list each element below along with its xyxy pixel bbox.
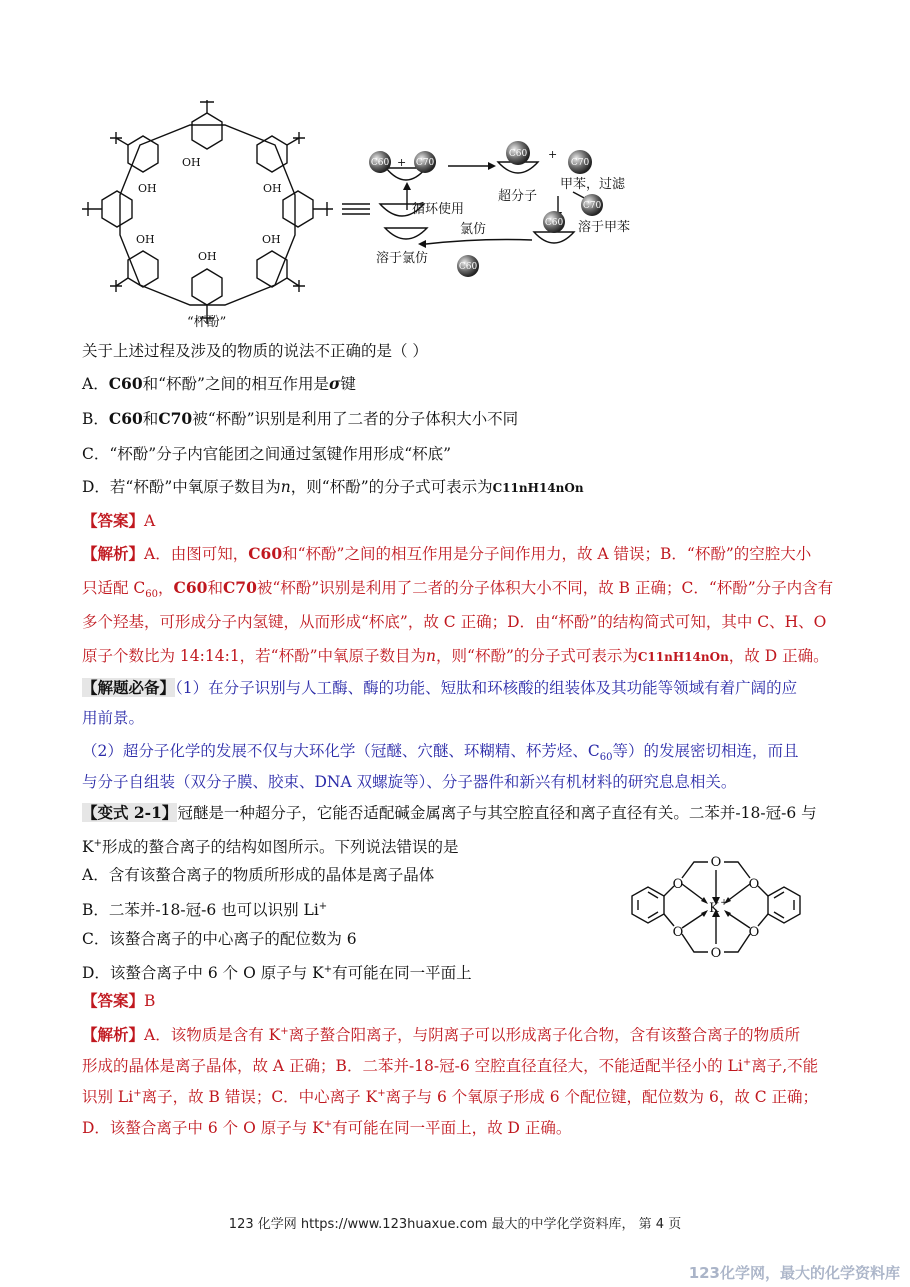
variant-analysis-4: D．该螯合离子中 6 个 O 原子与 K+有可能在同一平面上，故 D 正确。 bbox=[82, 1119, 572, 1138]
variant-tag: 【变式 2-1】 bbox=[82, 803, 178, 822]
c70-label: C70 bbox=[415, 158, 435, 168]
essentials-line-2: 用前景。 bbox=[82, 709, 145, 727]
variant-stem-2: K+形成的螯合离子的结构如图所示。下列说法错误的是 bbox=[82, 838, 459, 857]
formula-c60: C60 bbox=[108, 409, 143, 428]
oh-label: OH bbox=[263, 182, 282, 195]
option-a: A．C60和“杯酚”之间的相互作用是σ键 bbox=[82, 374, 356, 393]
option-d: D．若“杯酚”中氧原子数目为n，则“杯酚”的分子式可表示为C11nH14nOn bbox=[82, 478, 584, 496]
c70-label: C70 bbox=[570, 158, 590, 168]
c70-label: C70 bbox=[582, 201, 602, 211]
oh-label: OH bbox=[136, 233, 155, 246]
answer-tag: 【答案】 bbox=[82, 511, 145, 530]
oxygen-label: O bbox=[710, 855, 722, 870]
variant-stem-1: 【变式 2-1】冠醚是一种超分子，它能否适配碱金属离子与其空腔直径和离子直径有关。二苯并-18-冠-6 与 bbox=[82, 803, 817, 822]
analysis-line-4: 原子个数比为 14:14:1，若“杯酚”中氧原子数目为n，则“杯酚”的分子式可表示为C11nH14nOn，故 D 正确。 bbox=[82, 647, 829, 665]
c60-label: C60 bbox=[508, 149, 528, 159]
calixarene-separation-figure bbox=[80, 100, 650, 335]
essentials-line-3: （2）超分子化学的发展不仅与大环化学（冠醚、穴醚、环糊精、杯芳烃、$C_{60}$等）的发展密切相连，而且 bbox=[82, 742, 799, 764]
formula-c60: C60 bbox=[108, 374, 143, 393]
formula-calixarene: C11nH14nOn bbox=[492, 481, 584, 495]
toluene-filter-label: 甲苯，过滤 bbox=[560, 177, 626, 192]
oxygen-label: O bbox=[672, 925, 684, 940]
variant-option-a: A．含有该螯合离子的物质所形成的晶体是离子晶体 bbox=[82, 866, 435, 884]
calixarene-name: “杯酚” bbox=[187, 315, 227, 330]
plus-sign: + bbox=[397, 156, 407, 169]
potassium-charge: + bbox=[720, 898, 728, 908]
analysis-line-1: 【解析】A．由图可知，C60和“杯酚”之间的相互作用是分子间作用力，故 A 错误；B．“杯酚”的空腔大小 bbox=[82, 544, 812, 563]
option-c: C．“杯酚”分子内官能团之间通过氢键作用形成“杯底” bbox=[82, 445, 452, 463]
watermark: 123化学网，最大的化学资料库 bbox=[688, 1264, 900, 1282]
supramolecule-label: 超分子 bbox=[498, 189, 538, 204]
answer-value: B bbox=[144, 992, 156, 1010]
answer-line bbox=[82, 510, 155, 532]
chloroform-label: 氯仿 bbox=[460, 222, 487, 237]
oxygen-label: O bbox=[748, 925, 760, 940]
c60-label: C60 bbox=[544, 218, 564, 228]
option-b: B．C60和C70被“杯酚”识别是利用了二者的分子体积大小不同 bbox=[82, 409, 519, 428]
plus-sign: + bbox=[548, 148, 558, 161]
recycle-label: 循环使用 bbox=[412, 202, 465, 217]
crown-ether-figure bbox=[608, 848, 828, 978]
dissolve-chloroform-label: 溶于氯仿 bbox=[376, 251, 429, 266]
c60-label: C60 bbox=[370, 158, 390, 168]
oxygen-label: O bbox=[748, 877, 760, 892]
essentials-tag: 【解题必备】 bbox=[82, 678, 176, 697]
question-stem: 关于上述过程及涉及的物质的说法不正确的是（ ） bbox=[82, 342, 428, 360]
oxygen-label: O bbox=[672, 877, 684, 892]
variant-option-b: B．二苯并-18-冠-6 也可以识别 Li+ bbox=[82, 901, 328, 920]
variant-answer-line bbox=[82, 990, 155, 1012]
variant-analysis-3: 识别 Li+离子，故 B 错误；C．中心离子 K+离子与 6 个氧原子形成 6 个配位键，配位数为 6，故 C 正确； bbox=[82, 1088, 819, 1107]
variant-option-c: C．该螯合离子的中心离子的配位数为 6 bbox=[82, 930, 357, 948]
essentials-line-4: 与分子自组装（双分子膜、胶束、DNA 双螺旋等）、分子器件和新兴有机材料的研究息息相关。 bbox=[82, 773, 737, 791]
oh-label: OH bbox=[262, 233, 281, 246]
analysis-line-3: 多个羟基，可形成分子内氢键，从而形成“杯底”，故 C 正确；D．由“杯酚”的结构简式可知，其中 C、H、O bbox=[82, 613, 827, 631]
sigma-symbol: σ bbox=[328, 374, 341, 393]
formula-c70: C70 bbox=[158, 409, 193, 428]
c60-label: C60 bbox=[458, 262, 478, 272]
analysis-tag: 【解析】 bbox=[82, 1025, 145, 1045]
oh-label: OH bbox=[198, 250, 217, 263]
answer-value: A bbox=[144, 512, 156, 530]
analysis-tag: 【解析】 bbox=[82, 544, 145, 563]
potassium-label: K bbox=[709, 901, 719, 916]
variant-analysis-1: 【解析】A．该物质是含有 K+离子螯合阳离子，与阴离子可以形成离子化合物，含有该螯合离子的物质所 bbox=[82, 1025, 801, 1045]
variant-option-d: D．该螯合离子中 6 个 O 原子与 K+有可能在同一平面上 bbox=[82, 964, 472, 983]
oxygen-label: O bbox=[710, 946, 722, 961]
oh-label: OH bbox=[182, 156, 201, 169]
oh-label: OH bbox=[138, 182, 157, 195]
essentials-line-1: 【解题必备】（1）在分子识别与人工酶、酶的功能、短肽和环核酸的组装体及其功能等领域有着广阔的应 bbox=[82, 678, 798, 697]
page-footer: 123 化学网 https://www.123huaxue.com 最大的中学化学资料库， 第 4 页 bbox=[228, 1217, 682, 1232]
analysis-line-2: 只适配 $C_{60}$，C60和C70被“杯酚”识别是利用了二者的分子体积大小不同，故 B 正确；C．“杯酚”分子内含有 bbox=[82, 578, 834, 601]
dissolve-toluene-label: 溶于甲苯 bbox=[578, 220, 631, 235]
answer-tag: 【答案】 bbox=[82, 991, 145, 1010]
variant-analysis-2: 形成的晶体是离子晶体，故 A 正确；B．二苯并-18-冠-6 空腔直径直径大，不能适配半径小的 Li+离子,不能 bbox=[82, 1057, 819, 1076]
